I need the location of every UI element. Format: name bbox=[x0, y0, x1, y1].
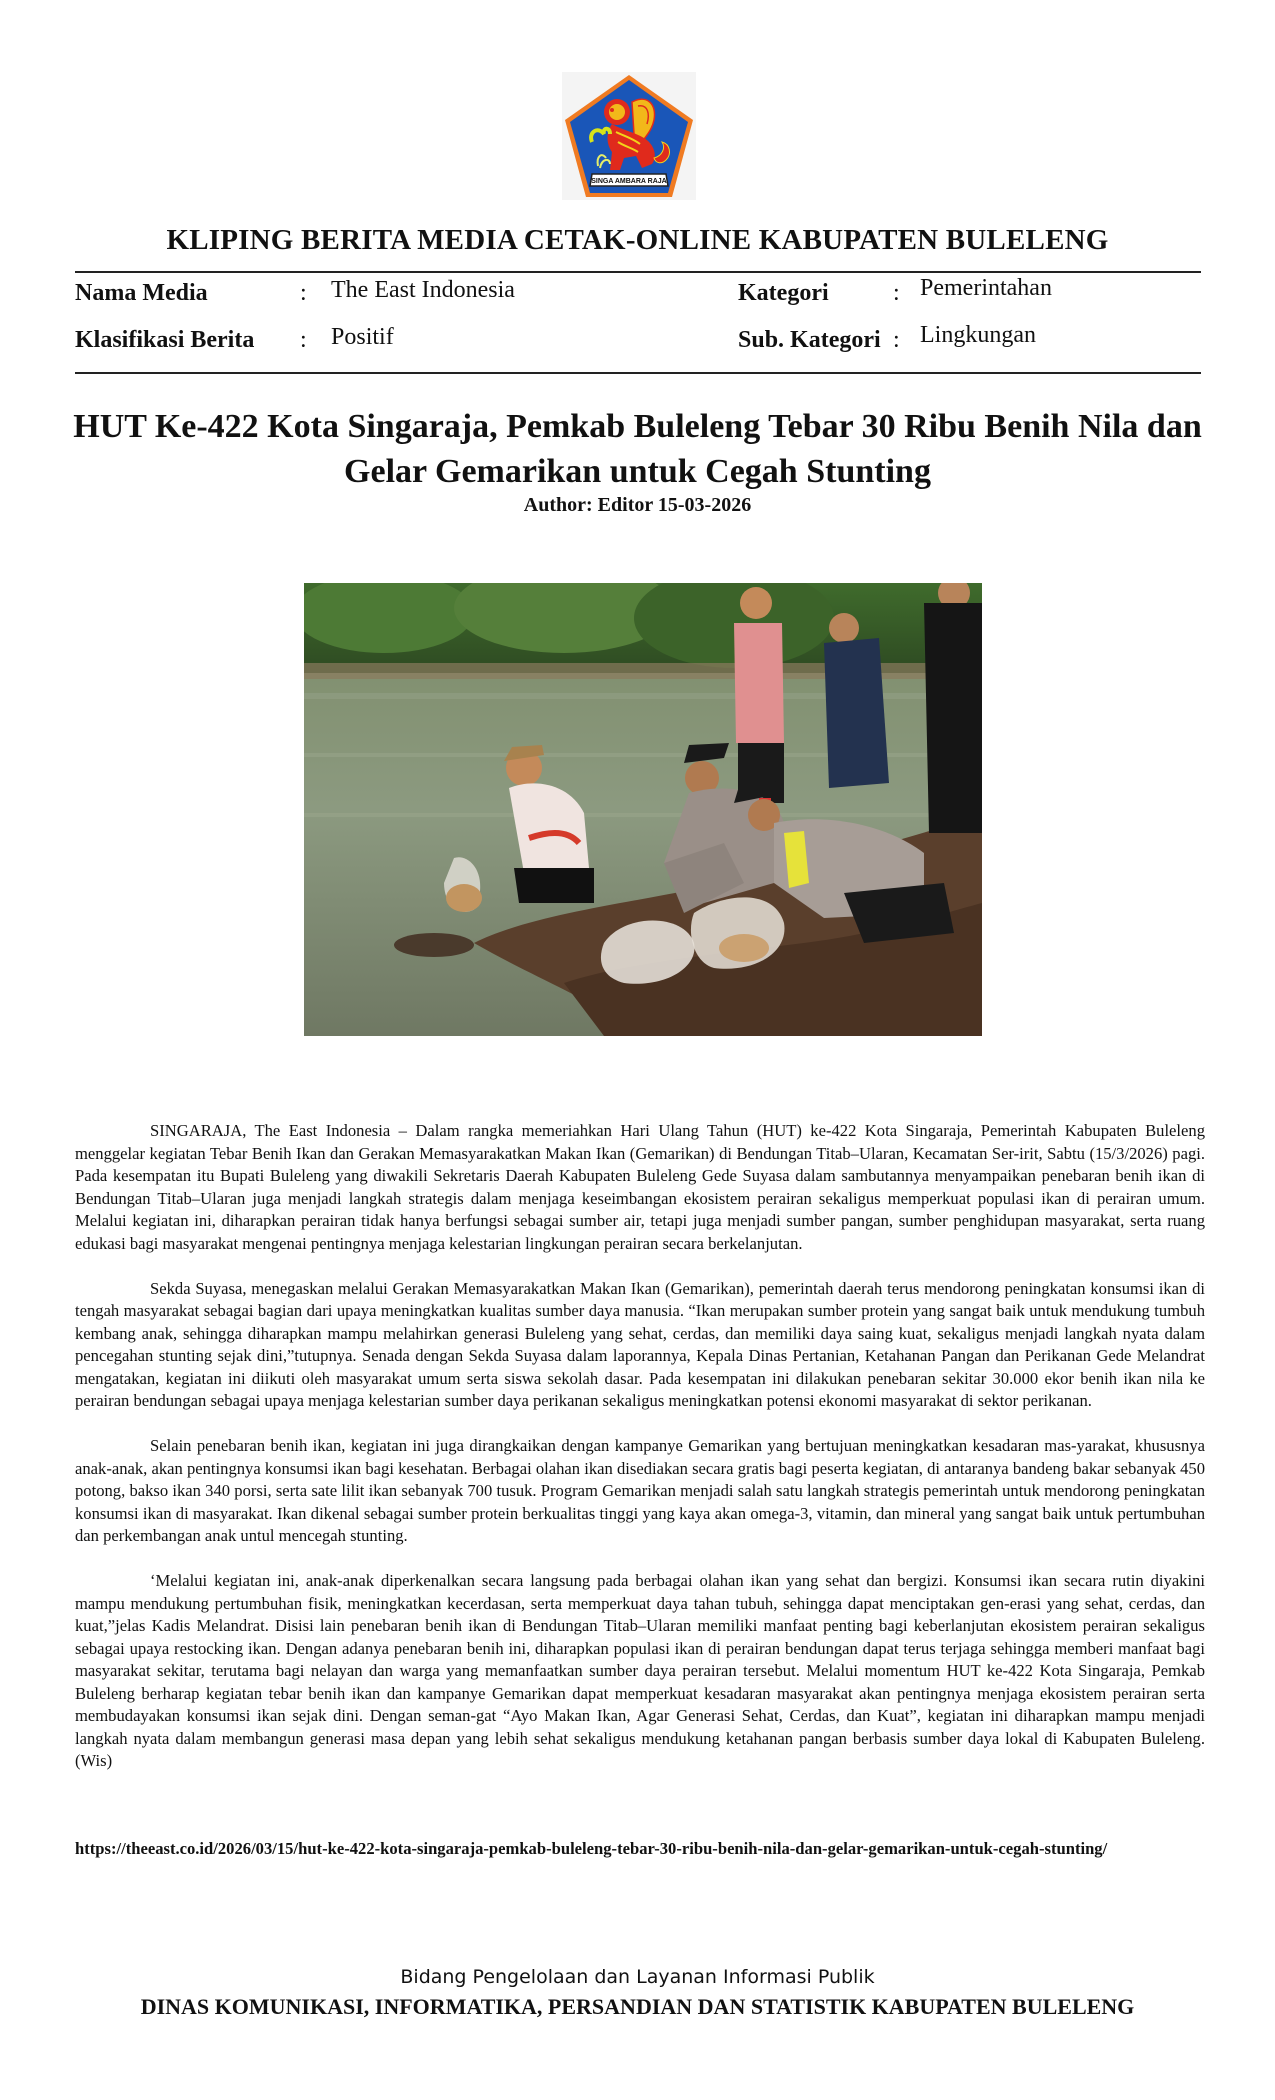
article-body bbox=[75, 1120, 1205, 1795]
regency-emblem bbox=[562, 72, 696, 200]
footer-division: Bidang Pengelolaan dan Layanan Informasi Publik bbox=[400, 1966, 875, 1988]
header-divider-bottom bbox=[75, 372, 1201, 374]
subcategory-value: Lingkungan bbox=[920, 322, 1036, 348]
media-name-colon: : bbox=[300, 280, 307, 306]
footer-agency: DINAS KOMUNIKASI, INFORMATIKA, PERSANDIAN DAN STATISTIK KABUPATEN BULELENG bbox=[140, 1994, 1135, 2019]
article-paragraph: SINGARAJA, The East Indonesia – Dalam rangka memeriahkan Hari Ulang Tahun (HUT) ke-422 Kota Singaraja, Pemerintah Kabupaten Buleleng menggelar kegiatan Tebar Benih Ikan dan Gerakan Memasyarakatkan Makan Ikan (Gemarikan) di Bendungan Titab–Ularan, Kecamatan Ser-irit, Sabtu (15/3/2026) pagi. Pada kesempatan itu Bupati Buleleng yang diwakili Sekretaris Daerah Kabupaten Buleleng Gede Suyasa dalam sambutannya menyampaikan penebaran benih ikan di Bendungan Titab–Ularan juga menjadi langkah strategis dalam menjaga keseimbangan ekosistem perairan sekaligus memperkuat populasi ikan di perairan umum. Melalui kegiatan ini, diharapkan perairan tidak hanya berfungsi sebagai sumber air, tetapi juga menjadi sumber pangan, sumber penghidupan masyarakat, serta ruang edukasi bagi masyarakat mengenai pentingnya menjaga kelestarian lingkungan perairan secara berkelanjutan. bbox=[75, 1121, 1205, 1253]
subcategory-colon: : bbox=[893, 327, 900, 353]
singa-ambara-raja-emblem-icon bbox=[562, 72, 696, 200]
classification-label: Klasifikasi Berita bbox=[75, 327, 255, 353]
category-value: Pemerintahan bbox=[920, 275, 1052, 301]
media-name-label: Nama Media bbox=[75, 280, 208, 306]
classification-colon: : bbox=[300, 327, 307, 353]
article-title: HUT Ke-422 Kota Singaraja, Pemkab Buleleng Tebar 30 Ribu Benih Nila dan Gelar Gemarikan untuk Cegah Stunting bbox=[73, 408, 1202, 490]
category-colon: : bbox=[893, 280, 900, 306]
classification-value: Positif bbox=[331, 324, 394, 350]
article-paragraph: Sekda Suyasa, menegaskan melalui Gerakan Memasyarakatkan Makan Ikan (Gemarikan), pemerintah daerah terus mendorong peningkatan konsumsi ikan di tengah masyarakat sebagai bagian dari upaya meningkatkan kualitas sumber daya manusia. “Ikan merupakan sumber protein yang sangat baik untuk mendukung tumbuh kembang anak, sehingga diharapkan mampu melahirkan generasi Buleleng yang sehat, cerdas, dan memiliki daya saing kuat, sekaligus menjadi langkah nyata dalam pencegahan stunting sejak dini,”tutupnya. Senada dengan Sekda Suyasa dalam laporannya, Kepala Dinas Pertanian, Ketahanan Pangan dan Perikanan Gede Melandrat mengatakan, kegiatan ini diikuti oleh masyarakat umum serta siswa sekolah dasar. Pada kesempatan ini dilakukan penebaran sekitar 30.000 ekor benih ikan nila ke perairan bendungan sebagai upaya menjaga kelestarian sumber daya perikanan sekaligus meningkatkan potensi ekonomi masyarakat di sektor perikanan. bbox=[75, 1278, 1205, 1410]
article-author-date: Author: Editor 15-03-2026 bbox=[523, 494, 752, 516]
clipping-heading: KLIPING BERITA MEDIA CETAK-ONLINE KABUPATEN BULELENG bbox=[166, 224, 1109, 256]
article-paragraph: ‘Melalui kegiatan ini, anak-anak diperkenalkan secara langsung pada berbagai olahan ikan yang sehat dan bergizi. Konsumsi ikan secara rutin diyakini mampu mendukung pertumbuhan fisik, meningkatkan kecerdasan, serta memperkuat daya tahan tubuh, sehingga dapat menciptakan gen-erasi yang sehat, cerdas, dan kuat,”jelas Kadis Melandrat. Disisi lain penebaran benih ikan di Bendungan Titab–Ularan memiliki manfaat penting bagi keberlanjutan ekosistem perairan sekaligus sebagai upaya restocking ikan. Dengan adanya penebaran benih ini, diharapkan populasi ikan di perairan bendungan dapat terus terjaga sehingga memberi manfaat bagi masyarakat sekitar, terutama bagi nelayan dan warga yang memanfaatkan sumber daya perairan tersebut. Melalui momentum HUT ke-422 Kota Singaraja, Pemkab Buleleng berharap kegiatan tebar benih ikan dan kampanye Gemarikan dapat memperkuat kesadaran masyarakat akan pentingnya menjaga ekosistem perairan serta membudayakan konsumsi ikan sejak dini. Dengan seman-gat “Ayo Makan Ikan, Agar Generasi Sehat, Cerdas, dan Kuat”, kegiatan ini diharapkan mampu menjadi langkah nyata dalam membangun generasi masa depan yang lebih sehat sekaligus mendukung ketahanan pangan berbasis sumber daya lokal di Kabupaten Buleleng.(Wis) bbox=[75, 1571, 1205, 1770]
subcategory-label: Sub. Kategori bbox=[738, 327, 881, 353]
person-black-shirt bbox=[924, 583, 982, 833]
media-name-value: The East Indonesia bbox=[331, 277, 515, 303]
svg-text:SINGA AMBARA RAJA: SINGA AMBARA RAJA bbox=[591, 178, 667, 185]
article-paragraph: Selain penebaran benih ikan, kegiatan ini juga dirangkaikan dengan kampanye Gemarikan yang bertujuan meningkatkan kesadaran mas-yarakat, khususnya anak-anak, akan pentingnya konsumsi ikan bagi kesehatan. Berbagai olahan ikan disediakan secara gratis bagi peserta kegiatan, di antaranya bandeng bakar sebanyak 450 potong, bakso ikan 340 porsi, serta sate lilit ikan sebanyak 700 tusuk. Program Gemarikan menjadi salah satu langkah strategis pemerintah untuk mendorong peningkatan konsumsi ikan di masyarakat. Ikan dikenal sebagai sumber protein berkualitas tinggi yang kaya akan omega-3, vitamin, dan mineral yang sangat baik untuk pertumbuhan dan perkembangan anak untul mencegah stunting. bbox=[75, 1436, 1205, 1545]
article-photo bbox=[304, 583, 982, 1036]
source-url-link[interactable]: https://theeast.co.id/2026/03/15/hut-ke-422-kota-singaraja-pemkab-buleleng-tebar-30-ribu-benih-nila-dan-gelar-gemarikan-untuk-cegah-stunting/ bbox=[75, 1839, 1108, 1858]
header-divider-top bbox=[75, 271, 1201, 273]
category-label: Kategori bbox=[738, 280, 829, 306]
fish-release-photo bbox=[304, 583, 982, 1036]
